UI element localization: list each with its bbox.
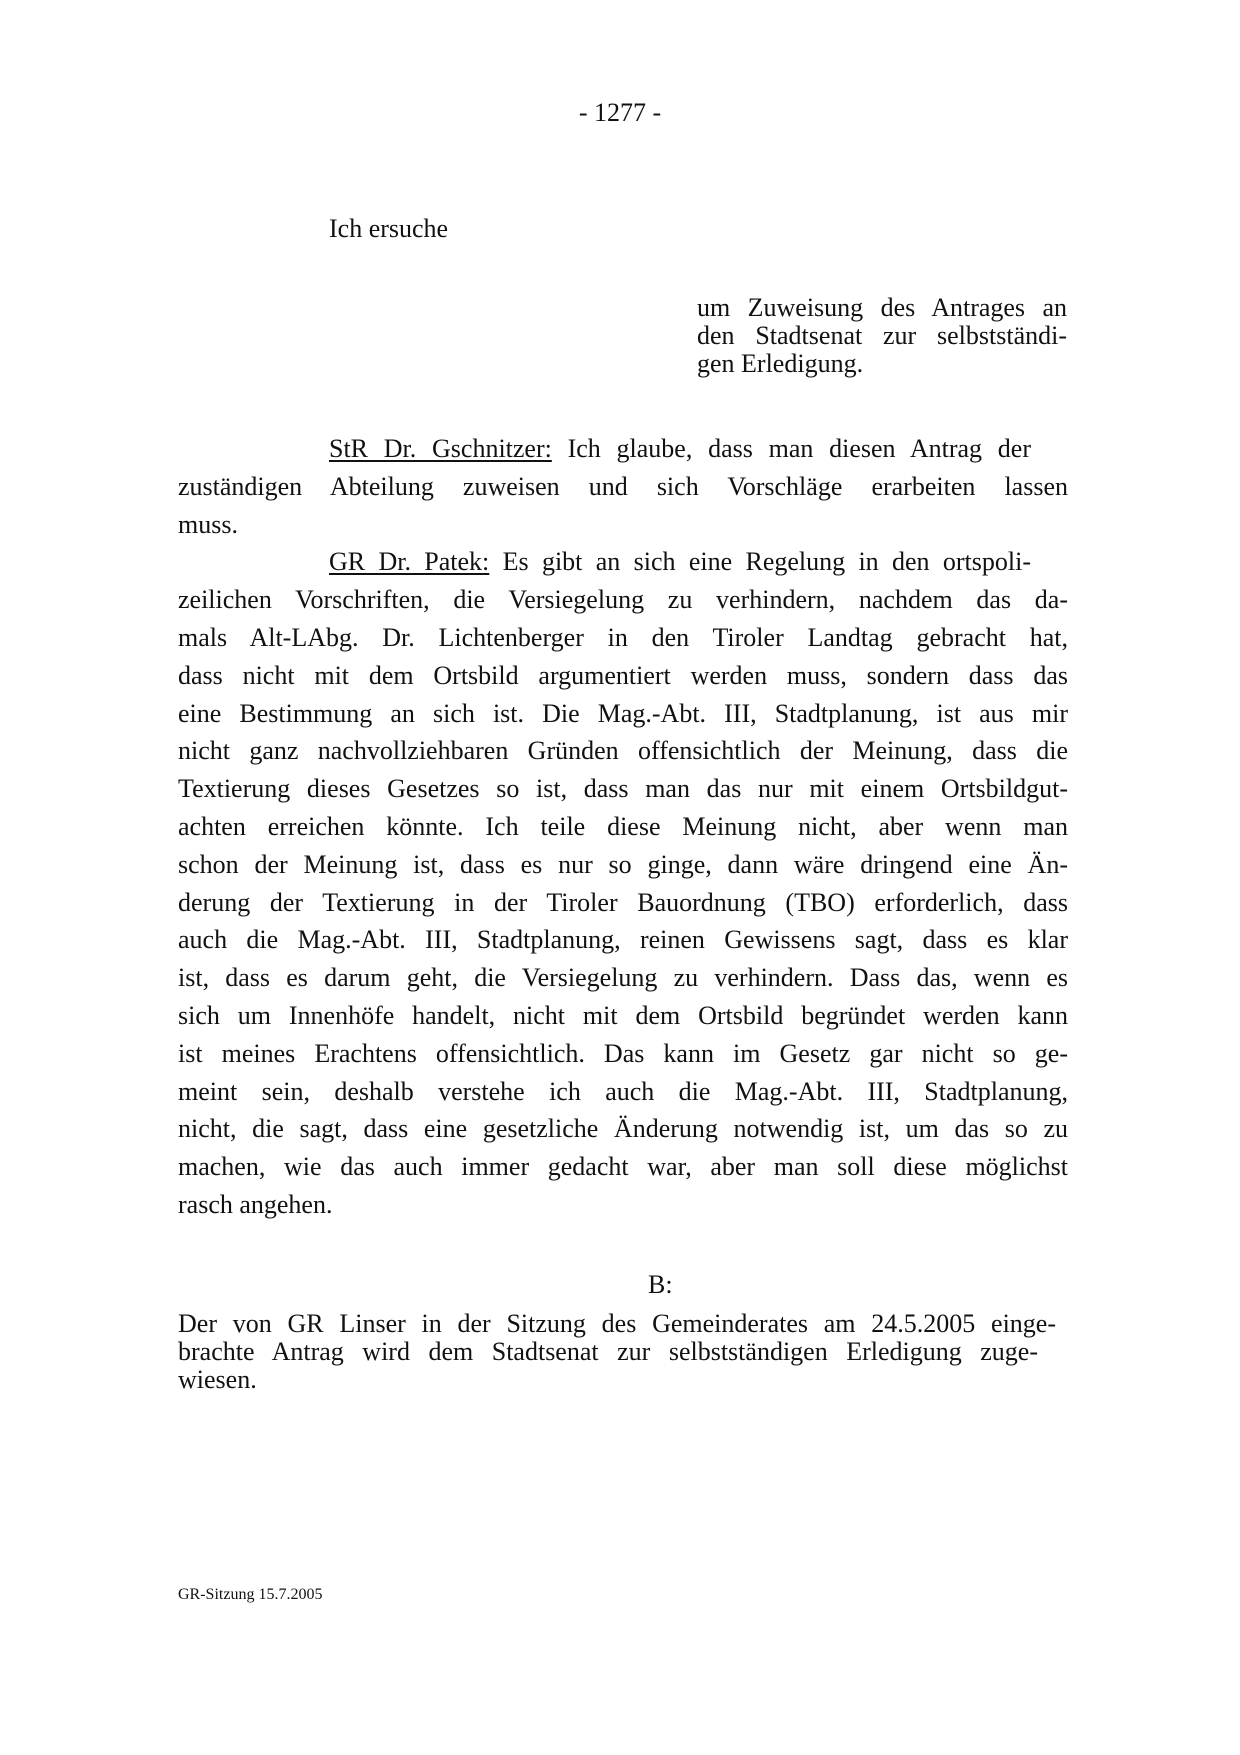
- speaker-name: GR Dr. Patek:: [329, 547, 490, 577]
- speech-line: schon der Meinung ist, dass es nur so ginge, dann wäre dringend eine Än-: [178, 849, 1068, 879]
- resolution-heading: B:: [648, 1270, 673, 1299]
- speech-line: achten erreichen könnte. Ich teile diese Meinung nicht, aber wenn man: [178, 812, 1068, 841]
- request-line: den Stadtsenat zur selbstständi-: [697, 321, 1067, 350]
- footer-session-date: GR-Sitzung 15.7.2005: [178, 1586, 323, 1603]
- speech-line: nicht, die sagt, dass eine gesetzliche Änderung notwendig ist, um das so zu: [178, 1114, 1068, 1144]
- speech-line: eine Bestimmung an sich ist. Die Mag.-Abt. III, Stadtplanung, ist aus mir: [178, 698, 1068, 728]
- speech-text: Es gibt an sich eine Regelung in den ortspoli-: [489, 547, 1031, 577]
- request-line: gen Erledigung.: [697, 349, 864, 378]
- speaker-name: StR Dr. Gschnitzer:: [329, 434, 552, 463]
- speech-line: zuständigen Abteilung zuweisen und sich Vorschläge erarbeiten lassen: [178, 471, 1068, 501]
- speech-line: auch die Mag.-Abt. III, Stadtplanung, reinen Gewissens sagt, dass es klar: [178, 925, 1068, 955]
- request-intro: Ich ersuche: [329, 214, 449, 243]
- speech-text: Ich glaube, dass man diesen Antrag der: [551, 434, 1031, 463]
- speech-line: muss.: [178, 509, 238, 539]
- speech-first-line: [329, 434, 1031, 464]
- speech-line: sich um Innenhöfe handelt, nicht mit dem Ortsbild begründet werden kann: [178, 1001, 1068, 1030]
- speech-line: derung der Textierung in der Tiroler Bauordnung (TBO) erforderlich, dass: [178, 887, 1068, 917]
- speech-line: Textierung dieses Gesetzes so ist, dass man das nur mit einem Ortsbildgut-: [178, 774, 1068, 804]
- speech-line: mals Alt-LAbg. Dr. Lichtenberger in den Tiroler Landtag gebracht hat,: [178, 623, 1068, 652]
- speech-line: dass nicht mit dem Ortsbild argumentiert werden muss, sondern dass das: [178, 660, 1068, 690]
- speech-first-line: [329, 547, 1031, 577]
- speech-line: zeilichen Vorschriften, die Versiegelung zu verhindern, nachdem das da-: [178, 585, 1068, 615]
- page-number: - 1277 -: [578, 98, 662, 127]
- resolution-line: brachte Antrag wird dem Stadtsenat zur selbstständigen Erledigung zuge-: [178, 1337, 1038, 1366]
- speech-line: machen, wie das auch immer gedacht war, aber man soll diese möglichst: [178, 1152, 1068, 1182]
- request-line: um Zuweisung des Antrages an: [697, 293, 1067, 322]
- speech-line: meint sein, deshalb verstehe ich auch die Mag.-Abt. III, Stadtplanung,: [178, 1076, 1068, 1106]
- resolution-line: Der von GR Linser in der Sitzung des Gemeinderates am 24.5.2005 einge-: [178, 1309, 1056, 1338]
- speech-line: ist meines Erachtens offensichtlich. Das kann im Gesetz gar nicht so ge-: [178, 1038, 1068, 1068]
- speech-line: ist, dass es darum geht, die Versiegelung zu verhindern. Dass das, wenn es: [178, 963, 1068, 993]
- speech-line: nicht ganz nachvollziehbaren Gründen offensichtlich der Meinung, dass die: [178, 736, 1068, 766]
- speech-line: rasch angehen.: [178, 1190, 333, 1219]
- resolution-line: wiesen.: [178, 1365, 257, 1394]
